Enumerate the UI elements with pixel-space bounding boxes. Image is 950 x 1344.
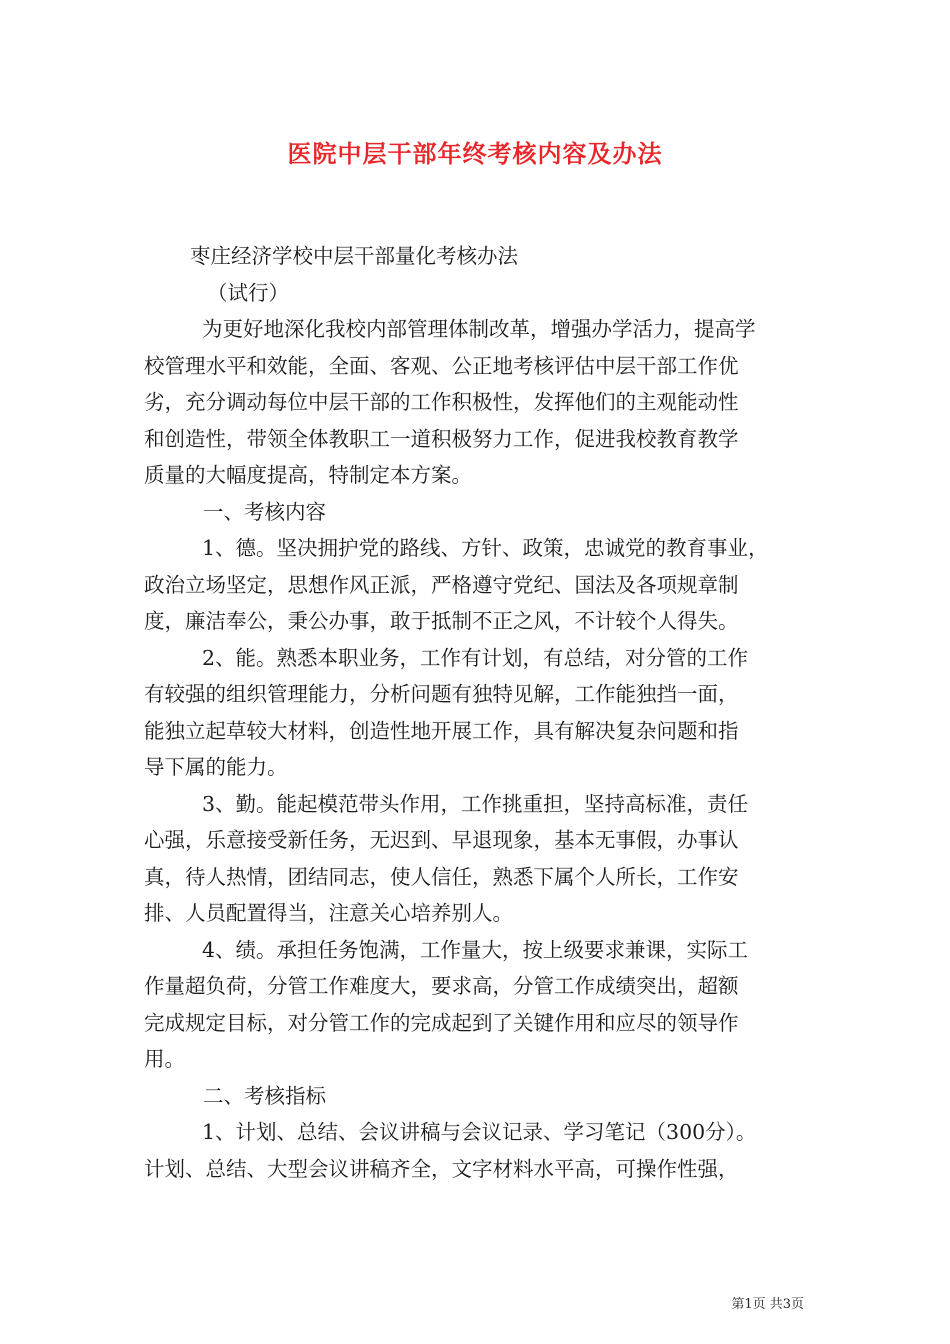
body-line: 导下属的能力。 — [144, 755, 288, 779]
body-line: 作量超负荷，分管工作难度大，要求高，分管工作成绩突出，超额 — [144, 974, 739, 998]
body-line: 计划、总结、大型会议讲稿齐全，文字材料水平高，可操作性强， — [144, 1156, 739, 1181]
body-line: 用。 — [144, 1047, 185, 1071]
body-line: 校管理水平和效能，全面、客观、公正地考核评估中层干部工作优 — [144, 353, 739, 378]
body-line: 排、人员配置得当，注意关心培养别人。 — [144, 901, 513, 925]
document-title: 医院中层干部年终考核内容及办法 — [287, 139, 663, 168]
subtitle-line: 枣庄经济学校中层干部量化考核办法 — [190, 244, 518, 268]
body-line: 完成规定目标，对分管工作的完成起到了关键作用和应尽的领导作 — [144, 1010, 739, 1035]
body-line: 真，待人热情，团结同志，使人信任，熟悉下属个人所长，工作安 — [144, 864, 739, 889]
page-number: 第1页 共3页 — [731, 1297, 804, 1312]
body-line: 为更好地深化我校内部管理体制改革，增强办学活力，提高学 — [202, 317, 756, 341]
body-line: 质量的大幅度提高，特制定本方案。 — [144, 463, 472, 487]
section-heading: 二、考核指标 — [203, 1083, 326, 1108]
trial-note: （试行） — [207, 280, 289, 305]
document-body — [144, 238, 812, 1187]
body-line: 1、计划、总结、会议讲稿与会议记录、学习笔记（300分）。 — [202, 1120, 757, 1144]
body-line: 1、德。坚决拥护党的路线、方针、政策，忠诚党的教育事业， — [202, 536, 769, 560]
body-line: 度，廉洁奉公，秉公办事，敢于抵制不正之风，不计较个人得失。 — [144, 609, 739, 633]
body-line: 能独立起草较大材料，创造性地开展工作，具有解决复杂问题和指 — [144, 718, 739, 743]
body-line: 3、勤。能起模范带头作用，工作挑重担，坚持高标准，责任 — [202, 791, 749, 816]
body-line: 2、能。熟悉本职业务，工作有计划，有总结，对分管的工作 — [202, 645, 749, 670]
body-line: 政治立场坚定，思想作风正派，严格遵守党纪、国法及各项规章制 — [144, 572, 739, 597]
body-line: 和创造性，带领全体教职工一道积极努力工作，促进我校教育教学 — [144, 426, 739, 451]
body-line: 劣，充分调动每位中层干部的工作积极性，发挥他们的主观能动性 — [144, 390, 739, 414]
section-heading: 一、考核内容 — [203, 499, 326, 524]
body-line: 4、绩。承担任务饱满，工作量大，按上级要求兼课，实际工 — [202, 937, 749, 962]
body-line: 有较强的组织管理能力，分析问题有独特见解，工作能独挡一面， — [144, 682, 739, 706]
body-line: 心强，乐意接受新任务，无迟到、早退现象，基本无事假，办事认 — [144, 828, 739, 852]
